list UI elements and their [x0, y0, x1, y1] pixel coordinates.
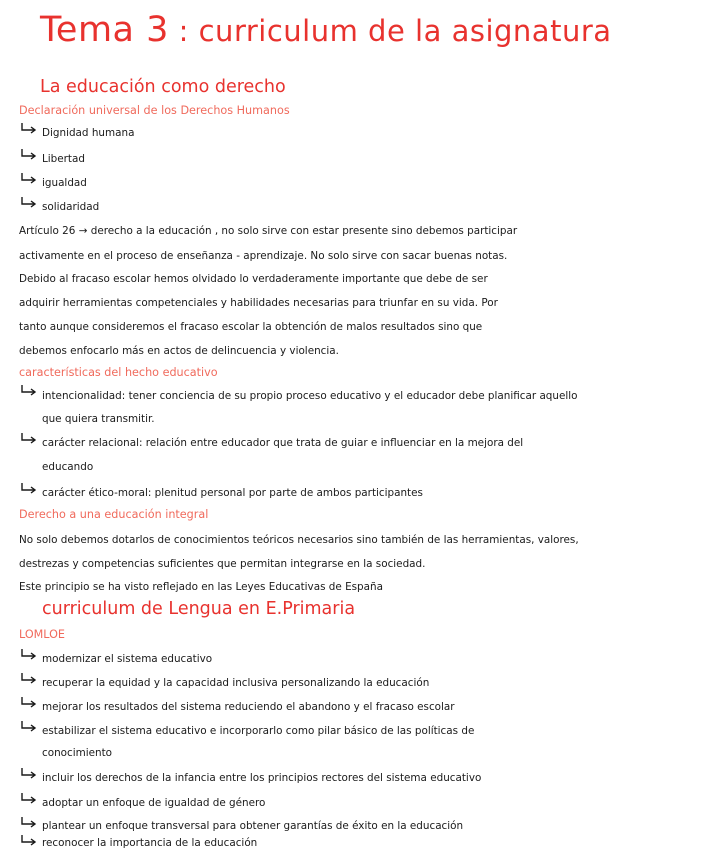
characteristic-item: carácter relacional: relación entre educador que trata de guiar e influenciar en la mejora del — [42, 437, 524, 449]
title-rest: : curriculum de la asignatura — [168, 14, 612, 48]
lomloe-item: adoptar un enfoque de igualdad de género — [42, 797, 266, 809]
arrow-icon — [20, 767, 38, 779]
section-heading-education-right: La educación como derecho — [40, 77, 286, 97]
integral-line: No solo debemos dotarlos de conocimientos teóricos necesarios sino también de las herramientas, valores, — [19, 534, 579, 546]
integral-line: Este principio se ha visto reflejado en las Leyes Educativas de España — [19, 581, 383, 593]
lomloe-item-continued: conocimiento — [42, 747, 113, 759]
characteristic-item-continued: educando — [42, 461, 94, 473]
lomloe-item: plantear un enfoque transversal para obtener garantías de éxito en la educación — [42, 820, 464, 832]
lomloe-item: estabilizar el sistema educativo e incorporarlo como pilar básico de las políticas de — [42, 725, 475, 737]
article-line: Artículo 26 → derecho a la educación , no solo sirve con estar presente sino debemos participar — [19, 225, 518, 237]
declaration-item: solidaridad — [42, 201, 100, 213]
characteristic-item: carácter ético-moral: plenitud personal por parte de ambos participantes — [42, 487, 423, 499]
lomloe-item: recuperar la equidad y la capacidad inclusiva personalizando la educación — [42, 677, 430, 689]
section-heading-curriculum: curriculum de Lengua en E.Primaria — [42, 599, 356, 619]
arrow-icon — [20, 672, 38, 684]
integral-line: destrezas y competencias suficientes que permitan integrarse en la sociedad. — [19, 558, 426, 570]
integral-subheading: Derecho a una educación integral — [19, 508, 209, 521]
article-line: adquirir herramientas competenciales y habilidades necesarias para triunfar en su vida. Por — [19, 297, 498, 309]
title-prefix: Tema 3 — [40, 10, 169, 50]
arrow-icon — [20, 172, 38, 184]
declaration-item: Dignidad humana — [42, 127, 135, 139]
arrow-icon — [20, 720, 38, 732]
arrow-icon — [20, 384, 38, 396]
article-line: debemos enfocarlo más en actos de delincuencia y violencia. — [19, 345, 339, 357]
arrow-icon — [20, 482, 38, 494]
article-line: Debido al fracaso escolar hemos olvidado lo verdaderamente importante que debe de ser — [19, 273, 488, 285]
characteristic-item-continued: que quiera transmitir. — [42, 413, 155, 425]
arrow-icon — [20, 648, 38, 660]
lomloe-item: mejorar los resultados del sistema reduciendo el abandono y el fracaso escolar — [42, 701, 455, 713]
arrow-icon — [20, 432, 38, 444]
lomloe-item: incluir los derechos de la infancia entre los principios rectores del sistema educativo — [42, 772, 482, 784]
lomloe-item: modernizar el sistema educativo — [42, 653, 213, 665]
declaration-item: Libertad — [42, 153, 85, 165]
characteristics-subheading: características del hecho educativo — [19, 366, 218, 379]
arrow-icon — [20, 792, 38, 804]
article-line: activamente en el proceso de enseñanza - aprendizaje. No solo sirve con sacar buenas notas. — [19, 250, 508, 262]
arrow-icon — [20, 816, 38, 828]
characteristic-item: intencionalidad: tener conciencia de su propio proceso educativo y el educador debe planificar aquello — [42, 390, 578, 402]
arrow-icon — [20, 696, 38, 708]
arrow-icon — [20, 122, 38, 134]
declaration-subheading: Declaración universal de los Derechos Humanos — [19, 104, 290, 117]
arrow-icon — [20, 834, 38, 846]
lomloe-item: reconocer la importancia de la educación — [42, 837, 258, 849]
page-title — [40, 10, 612, 51]
arrow-icon — [20, 196, 38, 208]
arrow-icon — [20, 148, 38, 160]
article-line: tanto aunque consideremos el fracaso escolar la obtención de malos resultados sino que — [19, 321, 483, 333]
declaration-item: igualdad — [42, 177, 87, 189]
lomloe-subheading: LOMLOE — [19, 628, 66, 641]
